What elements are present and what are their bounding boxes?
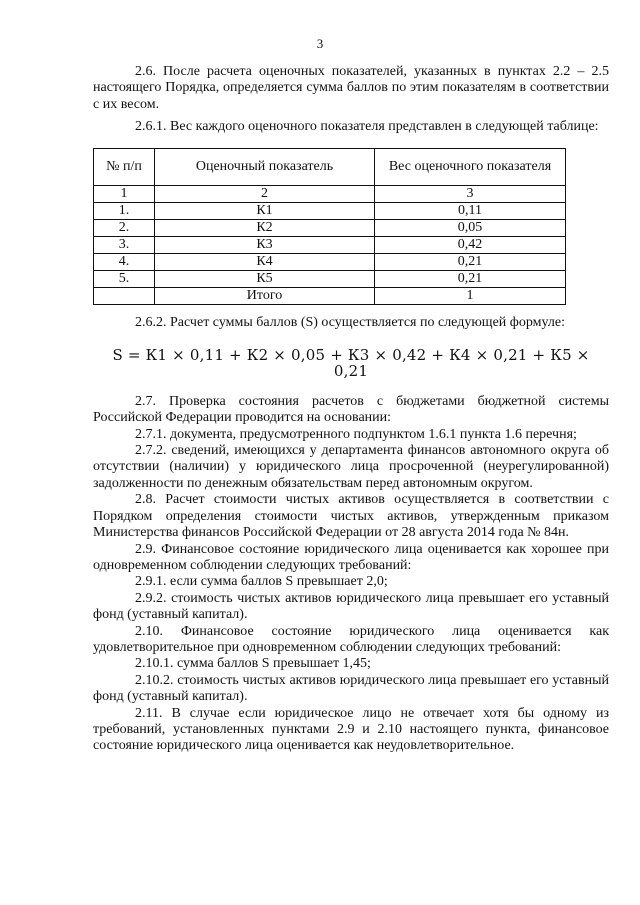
table-cell: 1 xyxy=(94,185,155,202)
table-cell: 5. xyxy=(94,270,155,287)
paragraph-2-7: 2.7. Проверка состояния расчетов с бюджетами бюджетной системы Российской Федерации проводится на основании: xyxy=(93,393,609,426)
paragraph-2-10-1: 2.10.1. сумма баллов S превышает 1,45; xyxy=(135,656,371,672)
document-body xyxy=(93,64,609,755)
header-indicator: Оценочный показатель xyxy=(155,148,375,185)
table-cell: К4 xyxy=(155,253,375,270)
table-row xyxy=(94,236,566,253)
total-label: Итого xyxy=(155,287,375,304)
total-value: 1 xyxy=(375,287,566,304)
table-cell xyxy=(94,287,155,304)
paragraph-2-7-2: 2.7.2. сведений, имеющихся у департамента финансов автономного округа об отсутствии (наличии) у юридического лица просроченной (неурегулированной) задолженности по денежным обязательствам перед автономным округом. xyxy=(93,443,609,491)
table-cell: 0,11 xyxy=(375,202,566,219)
paragraph-2-6-1: 2.6.1. Вес каждого оценочного показателя представлен в следующей таблице: xyxy=(135,119,599,135)
table-row xyxy=(94,270,566,287)
table-row xyxy=(94,202,566,219)
paragraph-2-10-2: 2.10.2. стоимость чистых активов юридического лица превышает его уставный фонд (уставный капитал). xyxy=(93,672,609,705)
table-total-row xyxy=(94,287,566,304)
table-cell: К5 xyxy=(155,270,375,287)
table-cell: 0,05 xyxy=(375,219,566,236)
table-cell: 2 xyxy=(155,185,375,202)
paragraph-2-10: 2.10. Финансовое состояние юридического лица оценивается как удовлетворительное при одновременном соблюдении следующих требований: xyxy=(93,623,609,655)
table-cell: К3 xyxy=(155,236,375,253)
paragraph-2-9: 2.9. Финансовое состояние юридического лица оценивается как хорошее при одновременном соблюдении следующих требований: xyxy=(93,541,609,573)
table-row xyxy=(94,219,566,236)
table-cell: 2. xyxy=(94,219,155,236)
table-cell: К2 xyxy=(155,219,375,236)
table-row xyxy=(94,253,566,270)
table-column-numbers-row xyxy=(94,185,566,202)
score-formula: S = К1 × 0,11 + К2 × 0,05 + К3 × 0,42 + К4 × 0,21 + К5 × 0,21 xyxy=(112,346,590,381)
page-number: 3 xyxy=(316,36,324,51)
table-cell: 4. xyxy=(94,253,155,270)
table-cell: 1. xyxy=(94,202,155,219)
table-cell: 3. xyxy=(94,236,155,253)
table-cell: 0,21 xyxy=(375,270,566,287)
table-cell: К1 xyxy=(155,202,375,219)
paragraph-2-9-2: 2.9.2. стоимость чистых активов юридического лица превышает его уставный фонд (уставный капитал). xyxy=(93,590,609,623)
paragraph-2-6: 2.6. После расчета оценочных показателей, указанных в пунктах 2.2 – 2.5 настоящего Порядка, определяется сумма баллов по этим показателям в соответствии с их весом. xyxy=(93,64,609,112)
header-weight: Вес оценочного показателя xyxy=(375,148,566,185)
header-number: № п/п xyxy=(94,148,155,185)
table-cell: 3 xyxy=(375,185,566,202)
paragraph-2-11: 2.11. В случае если юридическое лицо не отвечает хотя бы одному из требований, установленных пунктами 2.9 и 2.10 настоящего пункта, финансовое состояние юридического лица оценивается как неудовлетворительное. xyxy=(93,705,609,754)
paragraph-2-7-1: 2.7.1. документа, предусмотренного подпунктом 1.6.1 пункта 1.6 перечня; xyxy=(135,426,577,442)
paragraph-2-6-2: 2.6.2. Расчет суммы баллов (S) осуществляется по следующей формуле: xyxy=(135,314,565,330)
table-cell: 0,21 xyxy=(375,253,566,270)
table-cell: 0,42 xyxy=(375,236,566,253)
paragraph-2-8: 2.8. Расчет стоимости чистых активов осуществляется в соответствии с Порядком определения стоимости чистых активов, утвержденным приказом Министерства финансов Российской Федерации от 28 августа 2014 года № 84н. xyxy=(93,492,609,541)
weights-table xyxy=(93,148,566,305)
table-header-row xyxy=(94,148,566,185)
paragraph-2-9-1: 2.9.1. если сумма баллов S превышает 2,0; xyxy=(135,574,388,590)
